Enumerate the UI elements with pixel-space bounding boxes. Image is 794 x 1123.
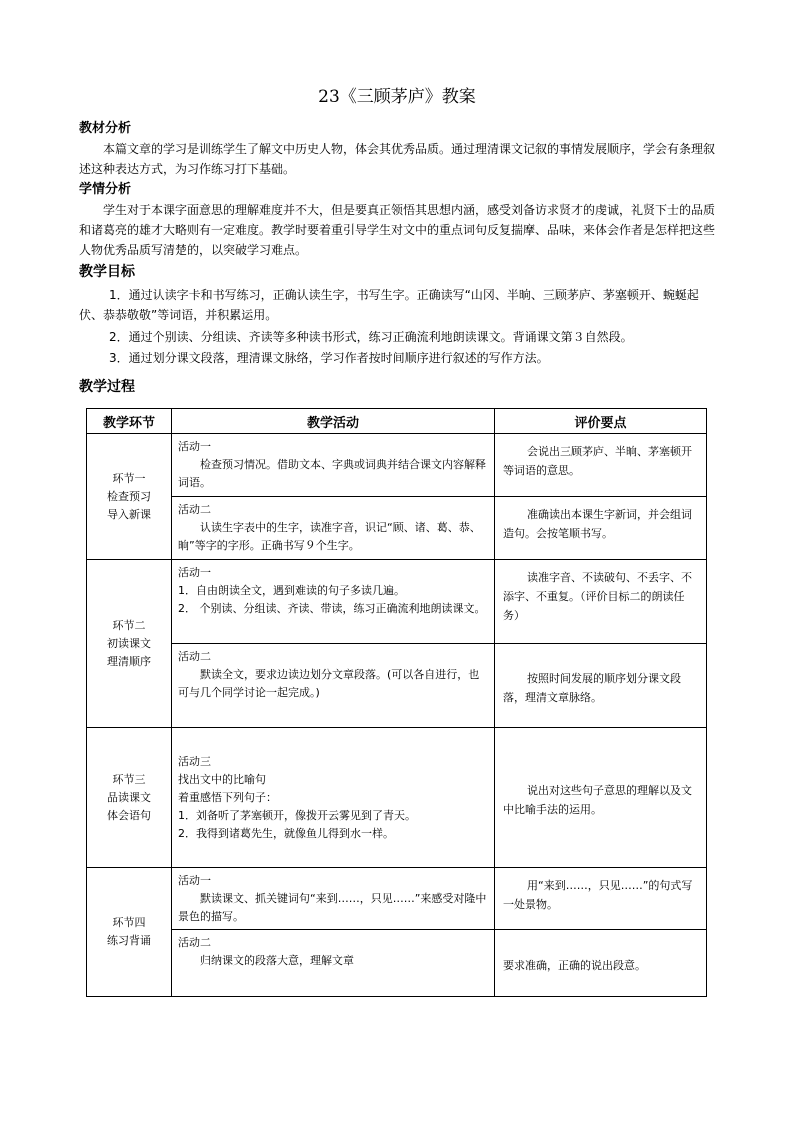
stage-label: 理清顺序 [107, 654, 151, 668]
evaluation-cell [495, 434, 707, 497]
activity-text: 认读生字表中的生字，读准字音，识记“顾、诸、葛、恭、晌”等字的字形。正确书写９个生字。 [178, 521, 481, 552]
stage-cell-1 [87, 434, 172, 560]
table-row [87, 728, 707, 868]
evaluation-cell [495, 868, 707, 930]
activity-item: 2． 个别读、分组读、齐读、带读，练习正确流利地朗读课文。 [178, 602, 486, 615]
table-row [87, 497, 707, 560]
header-stage: 教学环节 [87, 409, 172, 434]
evaluation-text: 要求准确，正确的说出段意。 [503, 958, 646, 972]
evaluation-cell [495, 497, 707, 560]
evaluation-text: 准确读出本课生字新词，并会组词造句。会按笔顺书写。 [503, 508, 692, 540]
activity-cell [172, 728, 495, 868]
evaluation-text: 用“来到……，只见……”的句式写一处景物。 [503, 879, 693, 911]
activity-cell [172, 560, 495, 644]
students-paragraph: 学生对于本课字面意思的理解难度并不大，但是要真正领悟其思想内涵，感受刘备访求贤才的虔诚，礼贤下士的品质和诸葛亮的雄才大略则有一定难度。教学时要着重引导学生对文中的重点词句反复揣摩、品味，来体会作者是怎样把这些人物优秀品质写清楚的，以突破学习难点。 [79, 203, 716, 257]
table-row [87, 434, 707, 497]
activity-cell [172, 930, 495, 997]
table-row [87, 560, 707, 644]
activity-cell [172, 644, 495, 728]
activity-label: 活动三 [178, 755, 211, 768]
stage-cell-2 [87, 560, 172, 728]
table-header-row [87, 409, 707, 434]
goal-item-2: 2．通过个别读、分组读、齐读等多种读书形式，练习正确流利地朗读课文。背诵课文第３自然段。 [109, 330, 633, 344]
goal-item-3: 3．通过划分课文段落，理清课文脉络，学习作者按时间顺序进行叙述的写作方法。 [109, 351, 549, 365]
activity-cell [172, 434, 495, 497]
activity-text: 着重感悟下列句子： [178, 791, 277, 804]
section-heading-students: 学情分析 [79, 182, 132, 197]
stage-label: 环节三 [112, 772, 146, 786]
activity-item: 1．自由朗读全文，遇到难读的句子多读几遍。 [178, 584, 405, 597]
section-heading-goals: 教学目标 [79, 264, 135, 280]
activity-text: 找出文中的比喻句 [178, 773, 266, 786]
activity-label: 活动二 [178, 936, 211, 949]
section-heading-process: 教学过程 [79, 379, 135, 395]
stage-cell-3 [87, 728, 172, 868]
stage-label: 环节四 [112, 916, 146, 929]
header-activity: 教学活动 [172, 409, 495, 434]
table-row [87, 644, 707, 728]
evaluation-text: 会说出三顾茅庐、半晌、茅塞顿开等词语的意思。 [503, 445, 692, 477]
activity-text: 默读全文，要求边读边划分文章段落。(可以各自进行，也可与几个同学讨论一起完成。) [178, 668, 480, 699]
evaluation-text: 按照时间发展的顺序划分课文段落，理清文章脉络。 [503, 671, 681, 704]
stage-label: 练习背诵 [107, 934, 151, 947]
evaluation-text: 读准字音、不读破句、不丢字、不添字、不重复。（评价目标二的朗读任务） [503, 571, 692, 622]
activity-text: 归纳课文的段落大意，理解文章 [200, 954, 354, 967]
table-row [87, 930, 707, 997]
evaluation-cell [495, 728, 707, 868]
section-heading-analysis: 教材分析 [79, 121, 132, 136]
evaluation-cell [495, 930, 707, 997]
analysis-paragraph: 本篇文章的学习是训练学生了解文中历史人物，体会其优秀品质。通过理清课文记叙的事情发展顺序，学会有条理叙述这种表达方式，为习作练习打下基础。 [79, 142, 716, 176]
table-row [87, 868, 707, 930]
activity-item: 2．我得到诸葛先生，就像鱼儿得到水一样。 [178, 827, 394, 840]
activity-label: 活动二 [178, 503, 211, 516]
goal-item-1: 1．通过认读字卡和书写练习，正确认读生字，书写生字。正确读写“山冈、半晌、三顾茅庐、茅塞顿开、蜿蜒起伏、恭恭敬敬”等词语，并积累运用。 [79, 288, 699, 322]
lesson-process-table [86, 408, 707, 997]
activity-text: 检查预习情况。借助文本、字典或词典并结合课文内容解释词语。 [178, 458, 486, 489]
stage-label: 导入新课 [107, 507, 151, 521]
evaluation-cell [495, 560, 707, 644]
stage-label: 环节一 [112, 471, 146, 485]
stage-label: 体会语句 [107, 808, 151, 822]
activity-item: 1．刘备听了茅塞顿开，像拨开云雾见到了青天。 [178, 809, 416, 822]
activity-text: 默读课文、抓关键词句“来到……，只见……”来感受对隆中景色的描写。 [178, 892, 487, 923]
evaluation-text: 说出对这些句子意思的理解以及文中比喻手法的运用。 [503, 783, 692, 816]
activity-label: 活动一 [178, 440, 211, 453]
stage-label: 初读课文 [107, 636, 151, 650]
page-title: 23《三顾茅庐》教案 [318, 87, 476, 107]
evaluation-cell [495, 644, 707, 728]
activity-cell [172, 497, 495, 560]
activity-label: 活动二 [178, 650, 211, 663]
activity-cell [172, 868, 495, 930]
stage-label: 品读课文 [107, 790, 151, 804]
stage-label: 环节二 [112, 618, 146, 632]
activity-label: 活动一 [178, 874, 211, 887]
stage-label: 检查预习 [107, 489, 151, 503]
activity-label: 活动一 [178, 566, 211, 579]
header-evaluation: 评价要点 [495, 409, 707, 434]
stage-cell-4 [87, 868, 172, 997]
